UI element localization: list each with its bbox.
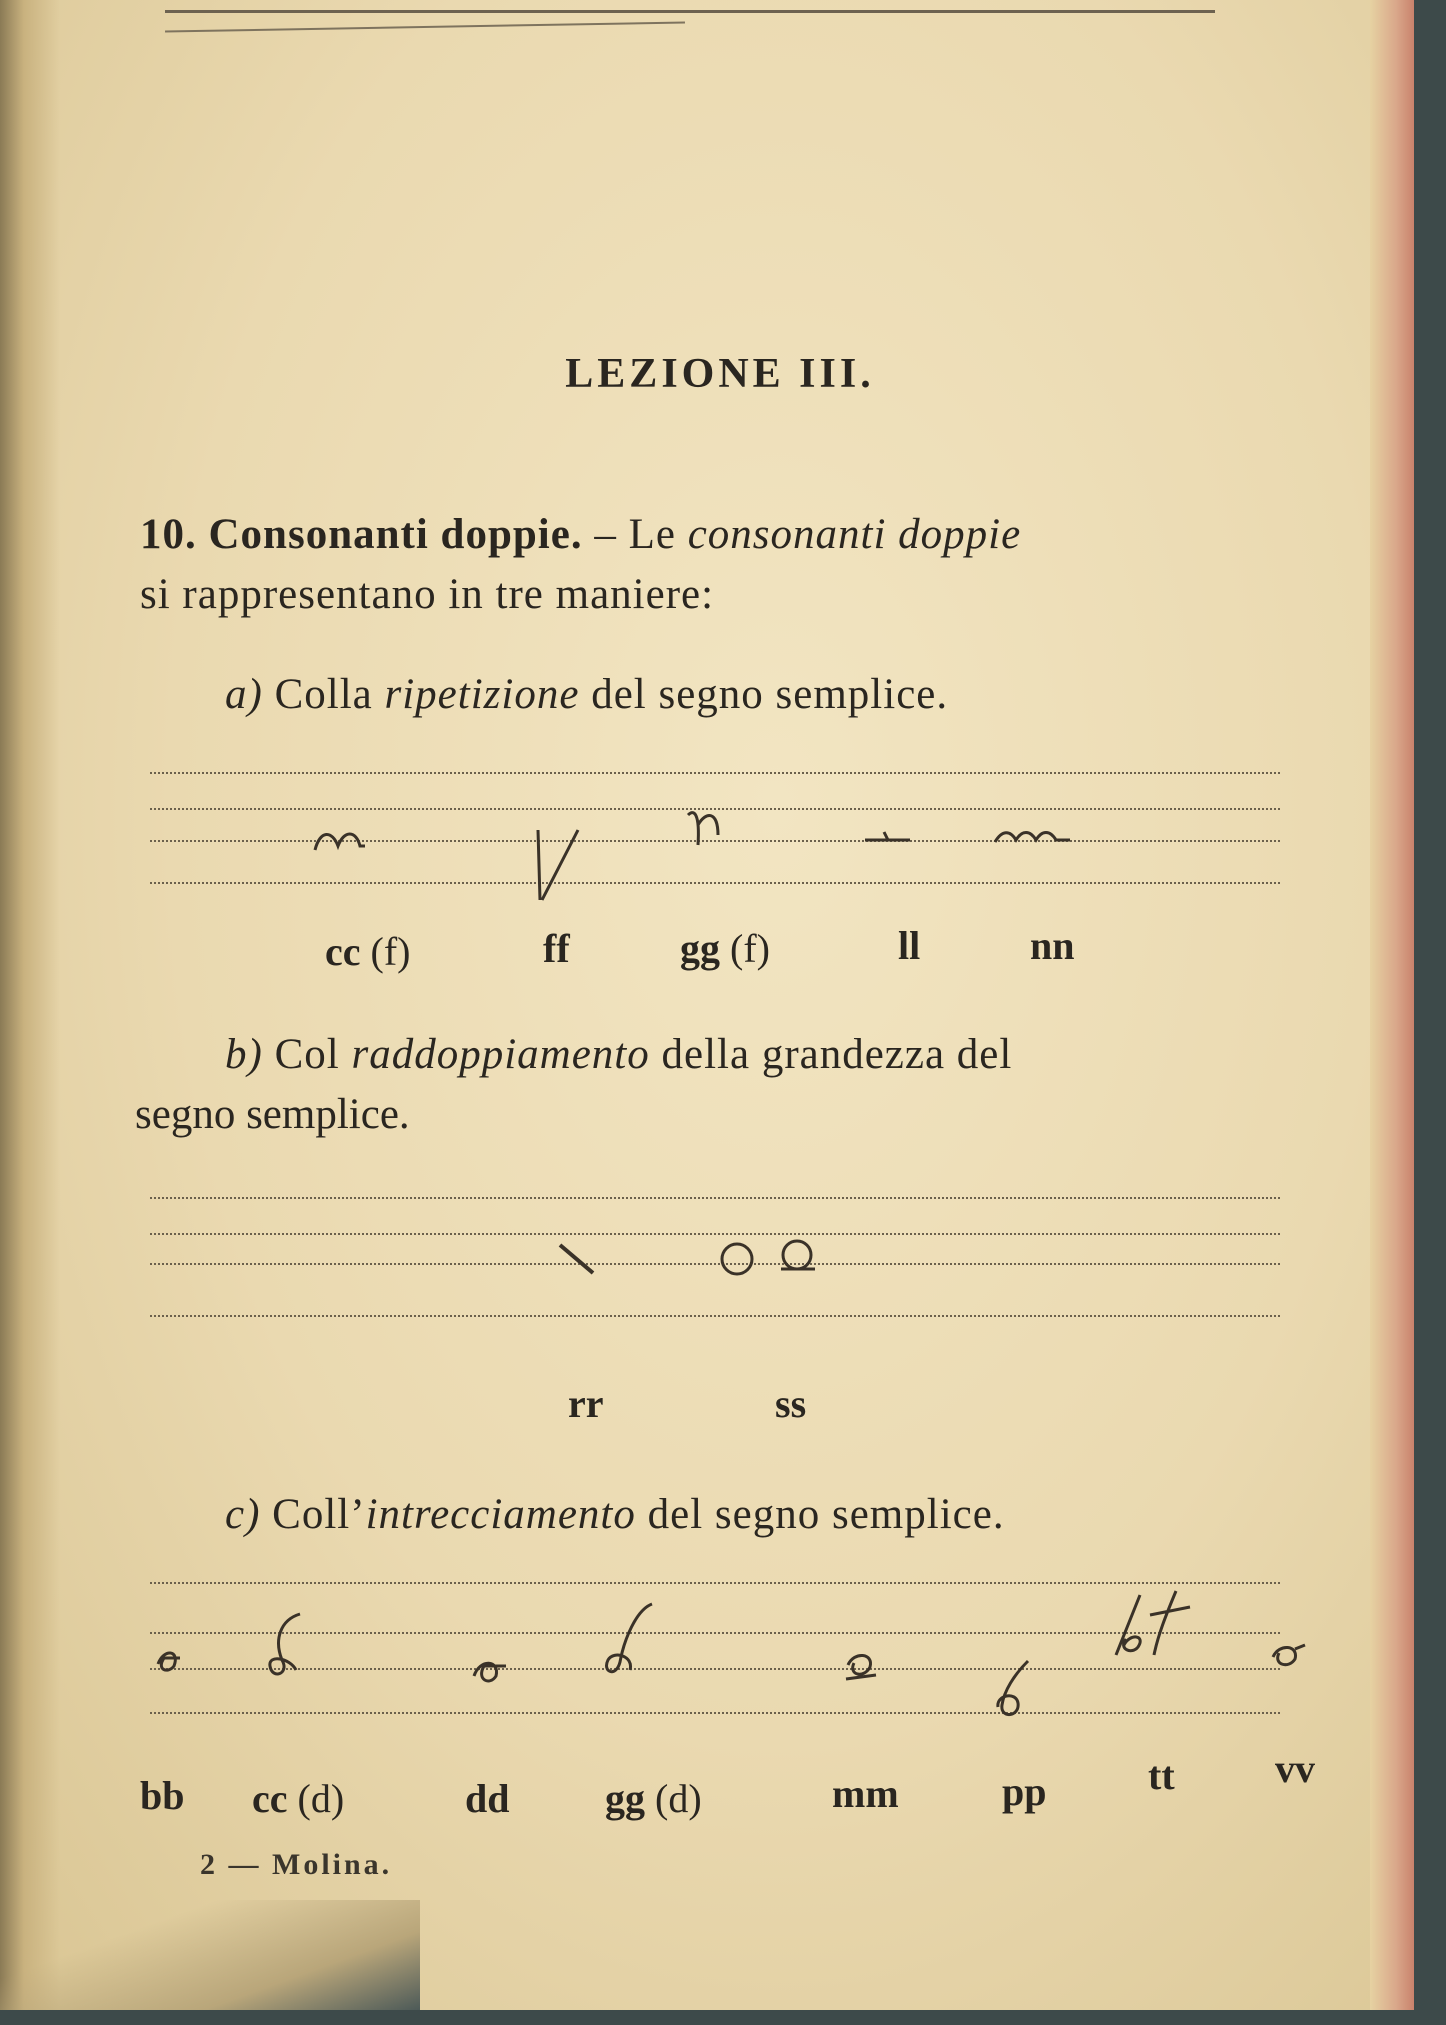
section-dash: – bbox=[594, 511, 617, 558]
item-a-marker: a) bbox=[225, 671, 263, 718]
page-fold-shadow bbox=[0, 1900, 420, 2010]
section-intro-rest: si rappresentano in tre maniere: bbox=[140, 571, 715, 618]
item-b-italic: raddoppiamento bbox=[351, 1031, 650, 1078]
item-c-marker: c) bbox=[225, 1491, 261, 1538]
mm-interlaced-sign bbox=[840, 1645, 890, 1690]
cc-shorthand-sign bbox=[310, 820, 390, 860]
ff-shorthand-sign bbox=[530, 820, 590, 910]
signature-number: 2 — bbox=[200, 1848, 262, 1881]
ss-shorthand-sign bbox=[715, 1235, 835, 1280]
spine-shadow bbox=[0, 0, 60, 2010]
item-c-text-before: Coll’ bbox=[272, 1491, 366, 1538]
label-tt bbox=[1148, 1752, 1175, 1799]
lesson-title: LEZIONE III. bbox=[565, 351, 875, 397]
item-a-line bbox=[225, 665, 1325, 725]
label-main: cc bbox=[252, 1776, 288, 1821]
label-main: dd bbox=[465, 1776, 510, 1821]
bb-shorthand-sign bbox=[150, 1640, 190, 1680]
label-note: (f) bbox=[730, 926, 770, 971]
nn-shorthand-sign bbox=[990, 820, 1080, 850]
item-b-text-after: della grandezza del bbox=[661, 1031, 1013, 1078]
label-bb bbox=[140, 1772, 185, 1819]
label-main: gg bbox=[605, 1776, 645, 1821]
label-ll bbox=[898, 922, 920, 969]
label-main: rr bbox=[568, 1381, 604, 1426]
label-main: pp bbox=[1002, 1769, 1047, 1814]
label-note: (d) bbox=[297, 1776, 345, 1821]
label-cc-d bbox=[252, 1775, 344, 1822]
cc-interlaced-sign bbox=[260, 1610, 320, 1690]
label-note: (f) bbox=[370, 929, 411, 974]
staff-line bbox=[150, 1712, 1280, 1714]
label-ss bbox=[775, 1380, 806, 1427]
section-paragraph bbox=[140, 505, 1270, 625]
label-main: bb bbox=[140, 1773, 185, 1818]
label-dd bbox=[465, 1775, 510, 1822]
item-c-line bbox=[225, 1485, 1325, 1545]
label-main: ff bbox=[543, 926, 570, 971]
item-c-text-after: del segno semplice. bbox=[647, 1491, 1005, 1538]
staff-c bbox=[150, 1580, 1280, 1730]
printer-signature bbox=[200, 1848, 392, 1882]
item-a-text-after: del segno semplice. bbox=[591, 671, 949, 718]
dd-interlaced-sign bbox=[468, 1650, 518, 1690]
gg-interlaced-sign bbox=[600, 1600, 670, 1690]
vv-interlaced-sign bbox=[1265, 1635, 1315, 1675]
label-mm bbox=[832, 1770, 899, 1817]
item-a-text-before: Colla bbox=[274, 671, 373, 718]
label-rr bbox=[568, 1380, 604, 1427]
gg-shorthand-sign bbox=[680, 805, 750, 855]
item-b-marker: b) bbox=[225, 1031, 263, 1078]
label-cc bbox=[325, 928, 410, 975]
section-intro-plain: Le bbox=[628, 511, 676, 558]
label-main: gg bbox=[680, 926, 720, 971]
staff-line bbox=[150, 1315, 1280, 1317]
staff-line bbox=[150, 1197, 1280, 1199]
rr-shorthand-sign bbox=[555, 1240, 605, 1280]
staff-a bbox=[150, 770, 1280, 900]
item-b-text-before: Col bbox=[274, 1031, 340, 1078]
staff-line bbox=[150, 772, 1280, 774]
label-main: nn bbox=[1030, 923, 1075, 968]
label-vv bbox=[1275, 1745, 1315, 1792]
section-intro-italic: consonanti doppie bbox=[687, 511, 1022, 558]
staff-line bbox=[150, 1582, 1280, 1584]
page-edge bbox=[1370, 0, 1414, 2010]
section-number: 10. bbox=[140, 511, 197, 558]
label-main: tt bbox=[1148, 1753, 1175, 1798]
ll-shorthand-sign bbox=[860, 820, 920, 850]
item-a-italic: ripetizione bbox=[384, 671, 580, 718]
item-b-continuation: segno semplice. bbox=[135, 1091, 410, 1138]
top-rule-secondary bbox=[165, 21, 685, 32]
label-main: ll bbox=[898, 923, 921, 968]
label-pp bbox=[1002, 1768, 1047, 1815]
label-nn bbox=[1030, 922, 1075, 969]
label-ff bbox=[543, 925, 570, 972]
label-main: mm bbox=[832, 1771, 899, 1816]
item-c-italic: intrecciamento bbox=[365, 1491, 636, 1538]
tt-interlaced-sign bbox=[1110, 1585, 1200, 1675]
signature-name: Molina. bbox=[272, 1848, 393, 1881]
section-heading: Consonanti doppie. bbox=[208, 511, 583, 558]
staff-line bbox=[150, 882, 1280, 884]
label-main: cc bbox=[325, 929, 361, 974]
label-main: vv bbox=[1275, 1746, 1315, 1791]
staff-b bbox=[150, 1195, 1280, 1335]
label-main: ss bbox=[775, 1381, 807, 1426]
label-gg bbox=[680, 925, 770, 972]
item-b-line bbox=[225, 1025, 1325, 1085]
label-gg-d bbox=[605, 1775, 702, 1822]
top-rule bbox=[165, 10, 1215, 13]
label-note: (d) bbox=[655, 1776, 702, 1821]
pp-interlaced-sign bbox=[990, 1655, 1040, 1725]
